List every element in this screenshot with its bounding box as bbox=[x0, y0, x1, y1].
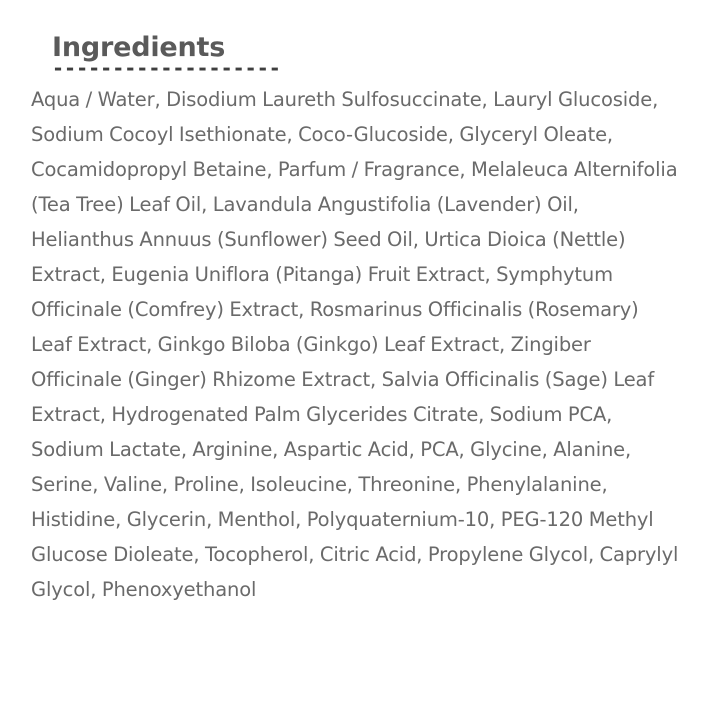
ingredients-list-text: Aqua / Water, Disodium Laureth Sulfosuccinate, Lauryl Glucoside, Sodium Cocoyl Isethionate, Coco-Glucoside, Glyceryl Oleate, Cocamidopropyl Betaine, Parfum / Fragrance, Melaleuca Alternifolia (Tea Tree) Leaf Oil, Lavandula Angustifolia (Lavender) Oil, Helianthus Annuus (Sunflower) Seed Oil, Urtica Dioica (Nettle) Extract, Eugenia Uniflora (Pitanga) Fruit Extract, Symphytum Officinale (Comfrey) Extract, Rosmarinus Officinalis (Rosemary) Leaf Extract, Ginkgo Biloba (Ginkgo) Leaf Extract, Zingiber Officinale (Ginger) Rhizome Extract, Salvia Officinalis (Sage) Leaf Extract, Hydrogenated Palm Glycerides Citrate, Sodium PCA, Sodium Lactate, Arginine, Aspartic Acid, PCA, Glycine, Alanine, Serine, Valine, Proline, Isoleucine, Threonine, Phenylalanine, Histidine, Glycerin, Menthol, Polyquaternium-10, PEG-120 Methyl Glucose Dioleate, Tocopherol, Citric Acid, Propylene Glycol, Caprylyl Glycol, Phenoxyethanol bbox=[31, 88, 679, 601]
ingredients-heading: Ingredients bbox=[52, 32, 226, 63]
heading-dashed-underline: ------------------- bbox=[52, 56, 281, 80]
